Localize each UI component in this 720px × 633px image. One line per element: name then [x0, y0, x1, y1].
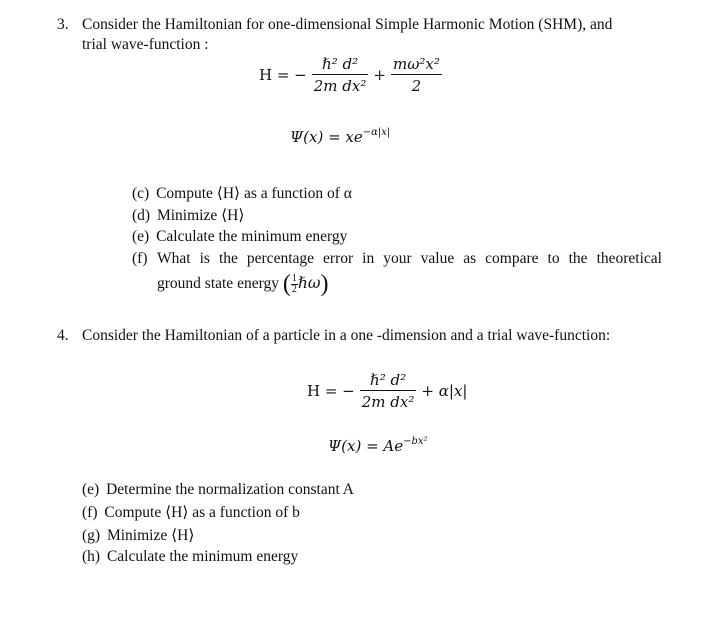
part-label: (e)	[132, 228, 150, 245]
left-paren: (	[282, 271, 291, 298]
potential-term-fraction	[391, 55, 442, 95]
problem-3-part-f-continuation	[157, 271, 329, 298]
part-text: Calculate the minimum energy	[156, 228, 348, 245]
problem-4-part-f	[82, 503, 300, 522]
problem-3-intro-line1: Consider the Hamiltonian for one-dimensional Simple Harmonic Motion (SHM), and	[82, 16, 613, 33]
problem-4-intro: Consider the Hamiltonian of a particle in a one -dimension and a trial wave-function:	[82, 327, 611, 344]
part-label: (d)	[132, 207, 151, 224]
part-label: (f)	[82, 504, 98, 521]
part-label: (e)	[82, 481, 100, 498]
problem-4-number: 4.	[57, 327, 69, 344]
part-text: Calculate the minimum energy	[106, 548, 299, 565]
kinetic-denominator: 2m dx²	[361, 393, 415, 411]
kinetic-numerator: ℏ² d²	[360, 371, 417, 391]
problem-4-part-e	[82, 481, 354, 499]
part-text: Minimize ⟨H⟩	[106, 527, 195, 544]
half-numerator: 1	[291, 273, 297, 284]
problem-4-part-g	[82, 526, 194, 545]
wavefunction-exponent: −bx²	[403, 436, 428, 447]
problem-3-intro-line2: trial wave-function :	[82, 36, 209, 53]
part-label: (f)	[132, 250, 148, 267]
kinetic-numerator: ℏ² d²	[312, 55, 369, 75]
problem-3-hamiltonian-equation	[259, 55, 442, 95]
problem-4-hamiltonian-equation	[307, 371, 467, 411]
problem-4-part-h	[82, 548, 298, 566]
potential-numerator: mω²x²	[392, 55, 440, 73]
problem-3-part-e	[132, 228, 347, 246]
wavefunction-base: Ψ(x) = xe	[290, 128, 363, 146]
part-text: Compute ⟨H⟩ as a function of b	[104, 504, 300, 521]
problem-3-number: 3.	[57, 16, 69, 33]
problem-3-part-c	[132, 184, 352, 203]
problem-3-part-f-text: What is the percentage error in your value as compare to the theoretical	[157, 250, 662, 267]
kinetic-term-fraction	[360, 371, 417, 411]
half-fraction	[291, 274, 298, 295]
kinetic-denominator: 2m dx²	[313, 77, 367, 95]
part-text: Compute ⟨H⟩ as a function of α	[156, 185, 352, 202]
plus-sign: +	[373, 66, 386, 84]
problem-3-part-d	[132, 206, 244, 225]
problem-3-part-f	[132, 250, 148, 268]
wavefunction-base: Ψ(x) = Ae	[328, 437, 404, 455]
part-label: (h)	[82, 548, 101, 565]
half-denominator: 2	[291, 284, 297, 295]
hamiltonian-lhs: H = −	[307, 382, 355, 400]
part-label: (c)	[132, 185, 150, 202]
ground-state-label: ground state energy	[157, 275, 279, 293]
hamiltonian-lhs: H = −	[259, 66, 307, 84]
problem-4-wavefunction	[328, 436, 428, 455]
wavefunction-exponent: −α|x|	[362, 127, 391, 138]
hbar-omega: ℏω	[297, 274, 321, 293]
potential-term: + α|x|	[421, 382, 468, 400]
part-text: Minimize ⟨H⟩	[156, 207, 245, 224]
part-text: Determine the normalization constant A	[106, 481, 355, 498]
potential-denominator: 2	[411, 77, 422, 95]
part-label: (g)	[82, 527, 101, 544]
kinetic-term-fraction	[312, 55, 369, 95]
right-paren: )	[320, 271, 329, 298]
problem-3-wavefunction	[290, 127, 390, 146]
